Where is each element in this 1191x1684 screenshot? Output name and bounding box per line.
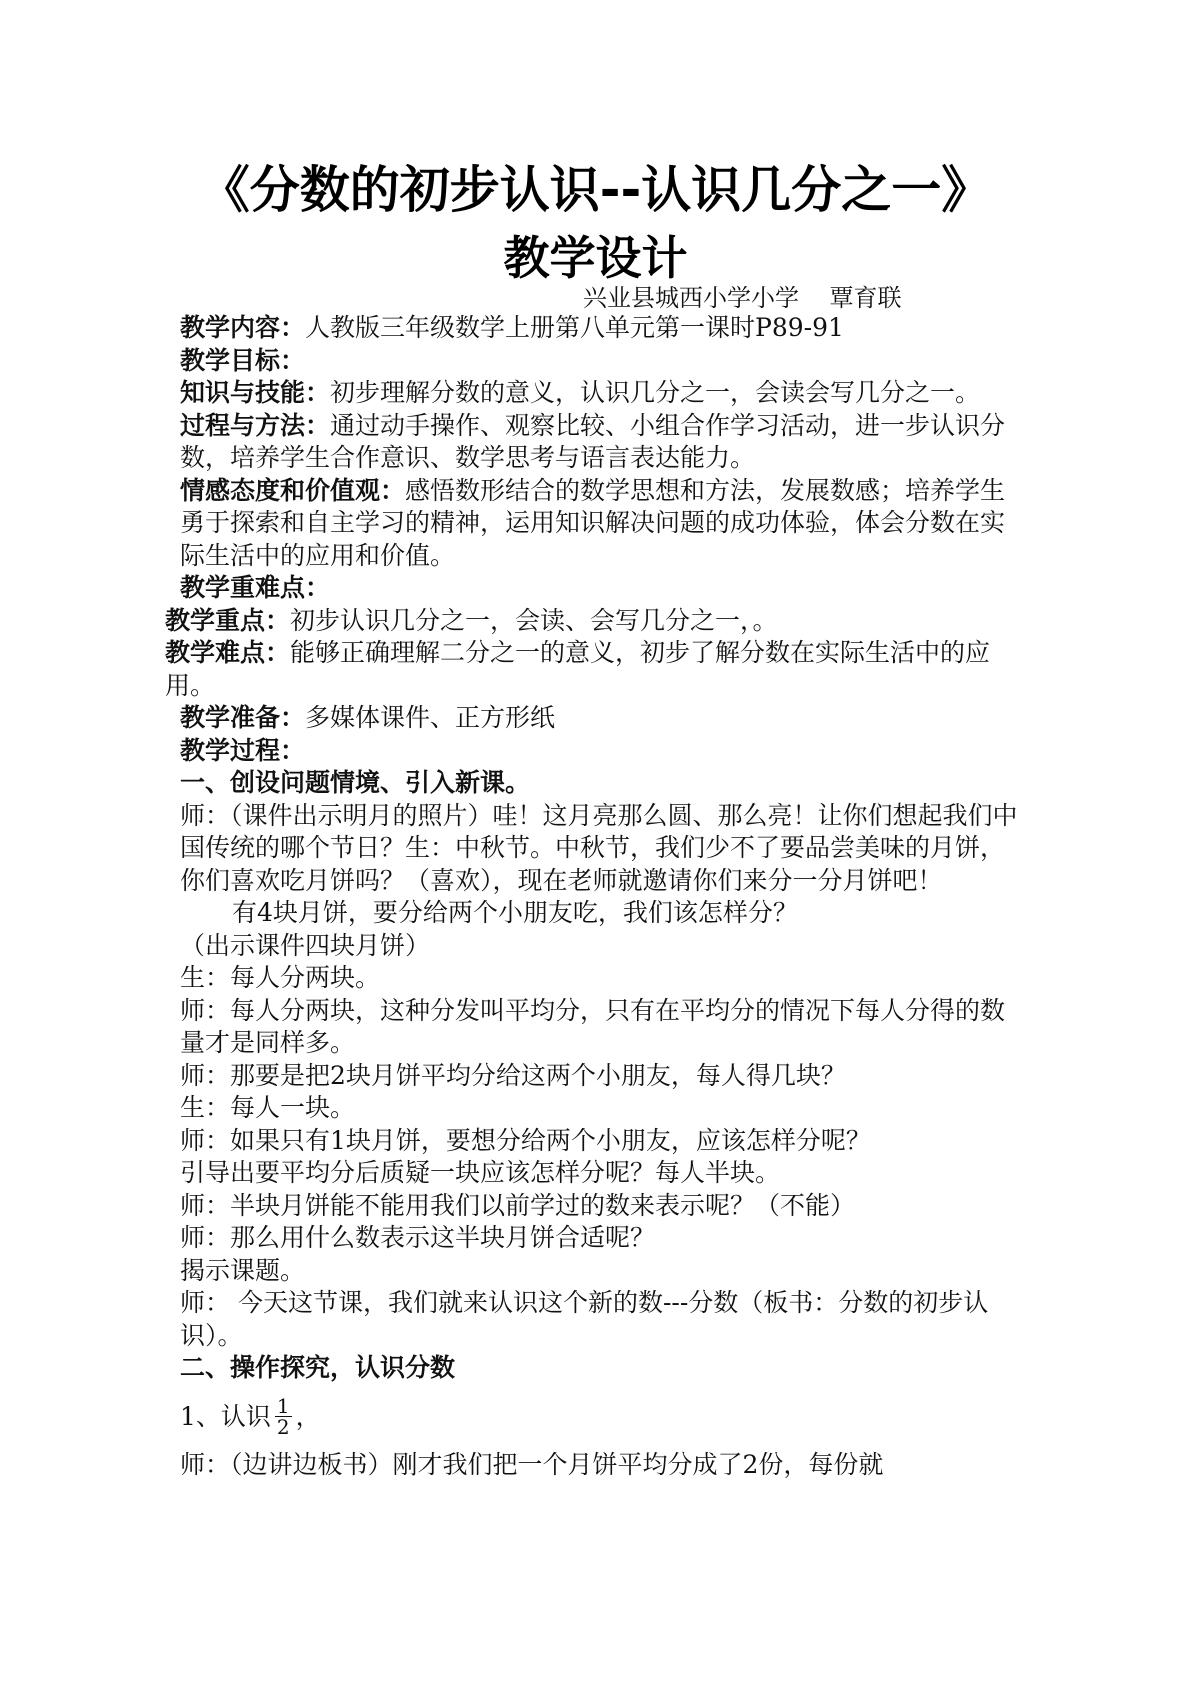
- section-2-heading: 二、操作探究，认识分数: [180, 1353, 456, 1382]
- last-line: 师：（边讲边板书）刚才我们把一个月饼平均分成了2份，每份就: [180, 1449, 884, 1479]
- preparation-text: 多媒体课件、正方形纸: [305, 703, 556, 732]
- content-label: 教学内容：: [180, 313, 306, 342]
- preparation-paragraph: [180, 702, 1020, 735]
- dialogue-line: 生：每人分两块。: [180, 963, 381, 992]
- key-point-label: 教学重点：: [165, 605, 291, 635]
- knowledge-label: 知识与技能：: [180, 378, 331, 407]
- emotion-label: 情感态度和价值观：: [180, 475, 406, 505]
- content-paragraph: [180, 312, 1020, 345]
- dialogue-line: 揭示课题。: [180, 1255, 306, 1285]
- emotion-text: 感悟数形结合的数学思想和方法，发展数感；培养学生勇于探索和自主学习的精神，运用知识解决问题的成功体验，体会分数在实际生活中的应用和价值。: [180, 475, 1006, 570]
- section-1-heading: 一、创设问题情境、引入新课。: [180, 768, 531, 797]
- fraction-denominator: 2: [276, 1415, 290, 1439]
- content-text: 人教版三年级数学上册第八单元第一课时P89-91: [305, 313, 844, 342]
- fraction-numerator: 1: [276, 1394, 290, 1418]
- author-line: 兴业县城西小学小学 覃育联: [583, 284, 902, 312]
- dialogue-line: 师：如果只有1块月饼，要想分给两个小朋友，应该怎样分呢？: [180, 1125, 871, 1155]
- dialogue-line: 师： 今天这节课，我们就来认识这个新的数---分数（板书：分数的初步认识）。: [180, 1288, 989, 1350]
- key-difficult-heading: 教学重难点：: [180, 573, 331, 602]
- process-text: 通过动手操作、观察比较、小组合作学习活动，进一步认识分数，培养学生合作意识、数学思考与语言表达能力。: [180, 410, 1006, 472]
- knowledge-text: 初步理解分数的意义，认识几分之一，会读会写几分之一。: [330, 378, 981, 407]
- dialogue-line: 师：半块月饼能不能用我们以前学过的数来表示呢？（不能）: [180, 1190, 856, 1220]
- knowledge-paragraph: [180, 377, 1020, 410]
- item-1-line: [180, 1395, 1020, 1439]
- objectives-heading: 教学目标：: [180, 345, 306, 375]
- dialogue-line: 师：每人分两块，这种分发叫平均分，只有在平均分的情况下每人分得的数量才是同样多。: [180, 995, 1006, 1057]
- key-point-paragraph: [165, 605, 1020, 638]
- difficult-point-label: 教学难点：: [165, 638, 291, 667]
- title-line-1: 《分数的初步认识--认识几分之一》: [199, 161, 992, 219]
- dialogue-line: （出示课件四块月饼）: [180, 930, 431, 960]
- title-line-2: 教学设计: [503, 231, 688, 285]
- emotion-paragraph: [180, 475, 1020, 573]
- process-paragraph: [180, 410, 1020, 475]
- document-body: [165, 312, 1020, 1481]
- difficult-point-paragraph: [165, 637, 1020, 702]
- dialogue-line: 师：那要是把2块月饼平均分给这两个小朋友，每人得几块？: [180, 1060, 846, 1090]
- dialogue-line: 师：那么用什么数表示这半块月饼合适呢？: [180, 1223, 656, 1252]
- dialogue-line: 引导出要平均分后质疑一块应该怎样分呢？每人半块。: [180, 1158, 781, 1187]
- procedure-heading: 教学过程：: [180, 735, 306, 765]
- dialogue-line: 师：（课件出示明月的照片）哇！这月亮那么圆、那么亮！让你们想起我们中国传统的哪个节日？生：中秋节。中秋节，我们少不了要品尝美味的月饼，你们喜欢吃月饼吗？（喜欢），现在老师就邀请你们来分一分月饼吧！: [180, 800, 1018, 895]
- key-point-text: 初步认识几分之一，会读、会写几分之一，。: [290, 605, 778, 635]
- preparation-label: 教学准备：: [180, 703, 306, 732]
- dialogue-line: 有4块月饼，要分给两个小朋友吃，我们该怎样分？: [232, 898, 798, 927]
- item-1-prefix: 1、认识: [180, 1401, 271, 1431]
- difficult-point-text: 能够正确理解二分之一的意义，初步了解分数在实际生活中的应用。: [165, 638, 991, 700]
- fraction-one-half: [275, 1396, 292, 1437]
- process-label: 过程与方法：: [180, 410, 331, 440]
- dialogue-line: 生：每人一块。: [180, 1093, 356, 1122]
- item-1-suffix: ，: [295, 1401, 321, 1431]
